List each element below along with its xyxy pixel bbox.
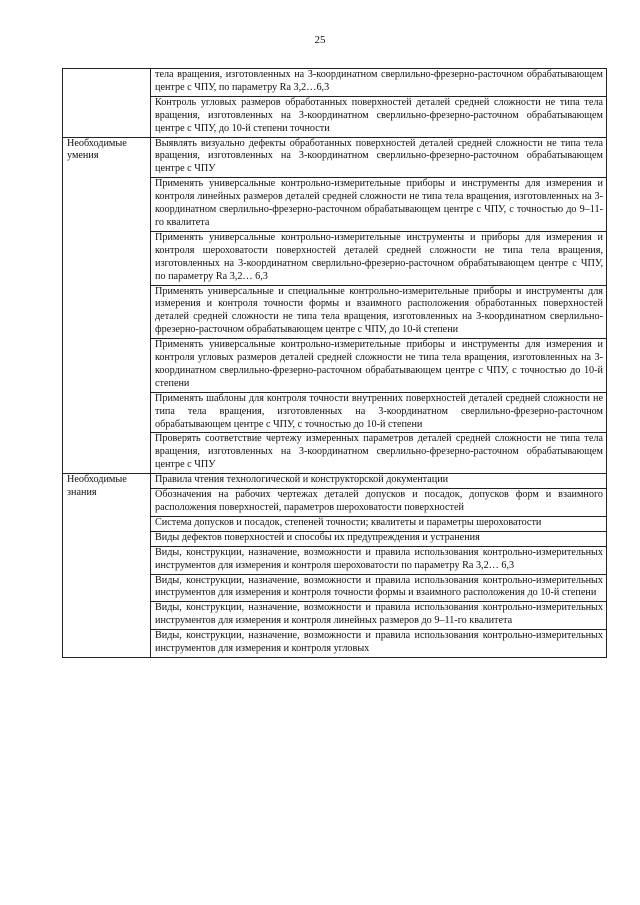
- table-cell: Виды, конструкции, назначение, возможности и правила использования контрольно-измерительных инструментов для измерения и контроля линейных размеров до 9–11-го квалитета: [151, 602, 607, 630]
- table-cell: Обозначения на рабочих чертежах деталей допусков и посадок, допусков форм и взаимного расположения поверхностей, параметров шероховатости поверхностей: [151, 489, 607, 517]
- table-cell: Проверять соответствие чертежу измеренных параметров деталей средней сложности не типа тела вращения, изготовленных на 3-координатном сверлильно-фрезерно-расточном обрабатывающем центре с ЧПУ: [151, 433, 607, 474]
- table-cell: Применять шаблоны для контроля точности внутренних поверхностей деталей средней сложности не типа тела вращения, изготовленных на 3-координатном сверлильно-фрезерно-расточном обрабатывающем центре с ЧПУ, с точностью до 10-й степени: [151, 392, 607, 433]
- table-cell: Система допусков и посадок, степеней точности; квалитеты и параметры шероховатости: [151, 516, 607, 531]
- requirements-table: [62, 68, 607, 658]
- table-cell: Применять универсальные и специальные контрольно-измерительные приборы и инструменты для измерения и контроля точности формы и взаимного расположения обработанных поверхностей деталей средней сложности не типа тела вращения, изготовленных на 3-координатном сверлильно-фрезерно-расточном обрабатывающем центре с ЧПУ, до 10-й степени: [151, 285, 607, 339]
- table-cell: Виды, конструкции, назначение, возможности и правила использования контрольно-измерительных инструментов для измерения и контроля угловых: [151, 630, 607, 658]
- table-cell: Применять универсальные контрольно-измерительные приборы и инструменты для измерения и контроля угловых размеров деталей средней сложности не типа тела вращения, изготовленных на 3-координатном сверлильно-фрезерно-расточном обрабатывающем центре с ЧПУ, с точностью до 10-й степени: [151, 339, 607, 393]
- table-cell: Виды, конструкции, назначение, возможности и правила использования контрольно-измерительных инструментов для измерения и контроля точности формы и взаимного расположения до 10-й степени: [151, 574, 607, 602]
- section-label-continuation: [63, 69, 151, 138]
- table-cell: Виды, конструкции, назначение, возможности и правила использования контрольно-измерительных инструментов для измерения и контроля шероховатости по параметру Ra 3,2… 6,3: [151, 546, 607, 574]
- table-cell: тела вращения, изготовленных на 3-координатном сверлильно-фрезерно-расточном обрабатывающем центре с ЧПУ, по параметру Ra 3,2…6,3: [151, 69, 607, 97]
- table-cell: Виды дефектов поверхностей и способы их предупреждения и устранения: [151, 531, 607, 546]
- table-row: [63, 69, 607, 97]
- table-row: [63, 474, 607, 489]
- section-label-skills: Необходимые умения: [63, 137, 151, 474]
- table-cell: Выявлять визуально дефекты обработанных поверхностей деталей средней сложности не типа тела вращения, изготовленных на 3-координатном сверлильно-фрезерно-расточном обрабатывающем центре с ЧПУ: [151, 137, 607, 178]
- table-cell: Применять универсальные контрольно-измерительные инструменты и приборы для измерения и контроля шероховатости поверхностей деталей средней сложности не типа тела вращения, изготовленных на 3-координатном сверлильно-фрезерно-расточном обрабатывающем центре с ЧПУ, по параметру Ra 3,2… 6,3: [151, 231, 607, 285]
- table-cell: Применять универсальные контрольно-измерительные приборы и инструменты для измерения и контроля линейных размеров деталей средней сложности не типа тела вращения, изготовленных на 3-координатном сверлильно-фрезерно-расточном обрабатывающем центре с ЧПУ, с точностью до 9–11-го квалитета: [151, 178, 607, 232]
- table-cell: Контроль угловых размеров обработанных поверхностей деталей средней сложности не типа тела вращения, изготовленных на 3-координатном сверлильно-фрезерно-расточном обрабатывающем центре с ЧПУ, до 10-й степени точности: [151, 96, 607, 137]
- table-cell: Правила чтения технологической и конструкторской документации: [151, 474, 607, 489]
- table-row: [63, 137, 607, 178]
- section-label-knowledge: Необходимые знания: [63, 474, 151, 658]
- page-number: 25: [314, 34, 326, 46]
